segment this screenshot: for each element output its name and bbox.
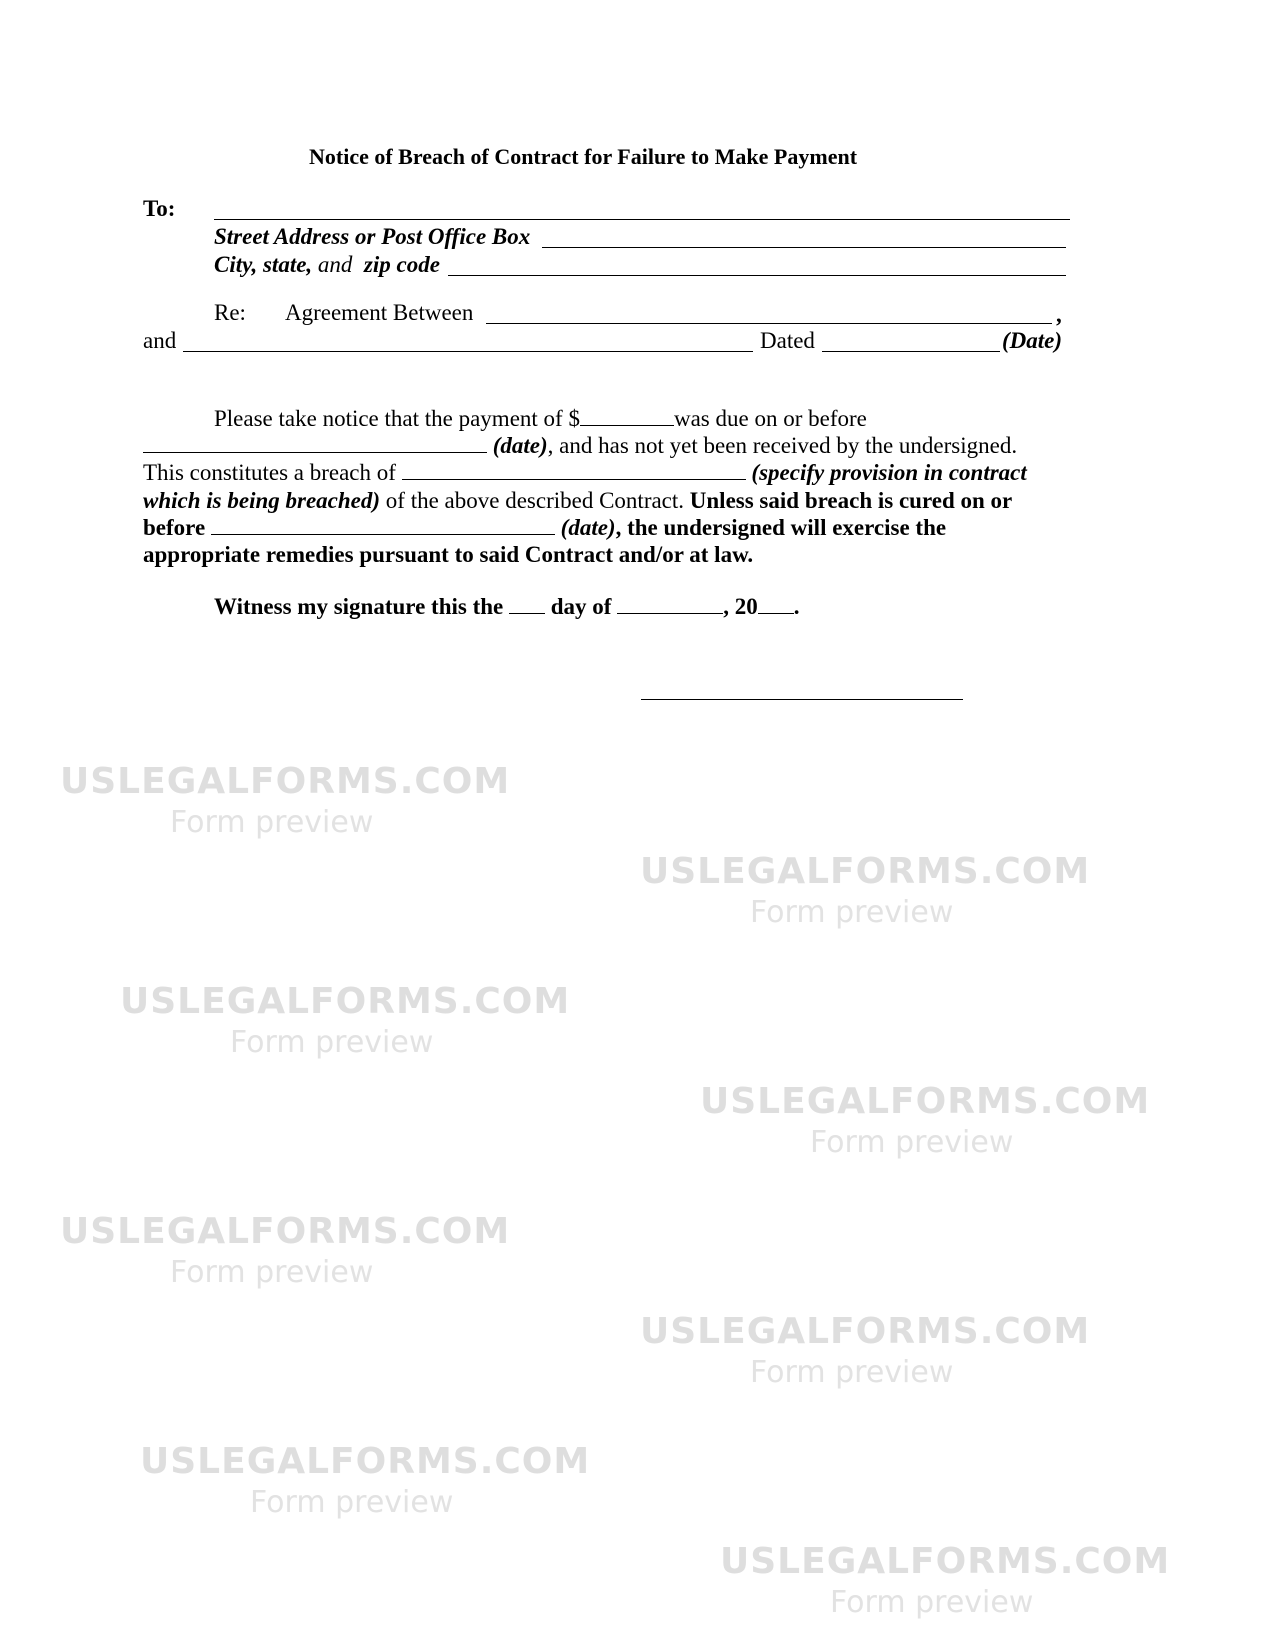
- watermark: [720, 1540, 1170, 1622]
- city-label-b: and: [317, 252, 353, 277]
- date-hint: (date): [560, 515, 616, 540]
- payment-amount-line[interactable]: [580, 407, 674, 426]
- watermark-brand: USLEGALFORMS.COM: [700, 1081, 1151, 1122]
- date-hint: (date): [492, 433, 548, 458]
- cure-text: Unless said breach is cured on or: [684, 488, 1013, 513]
- watermark-brand: USLEGALFORMS.COM: [120, 981, 571, 1022]
- watermark-brand: USLEGALFORMS.COM: [640, 851, 1091, 892]
- party-one-line[interactable]: [486, 323, 1052, 324]
- watermark-caption: Form preview: [230, 1025, 434, 1060]
- agreement-date-line[interactable]: [822, 351, 1000, 352]
- witness-text: Witness my signature this the: [214, 594, 504, 619]
- watermark-caption: Form preview: [810, 1125, 1014, 1160]
- watermark: [60, 1210, 510, 1292]
- due-date-line[interactable]: [143, 434, 487, 453]
- payment-text: Please take notice that the payment of $: [214, 406, 580, 431]
- watermark-caption: Form preview: [830, 1585, 1034, 1620]
- day-line[interactable]: [509, 595, 545, 614]
- street-label: Street Address or Post Office Box: [214, 224, 531, 249]
- watermark-brand: USLEGALFORMS.COM: [720, 1541, 1171, 1582]
- watermark-brand: USLEGALFORMS.COM: [140, 1441, 591, 1482]
- to-label: To:: [143, 196, 176, 221]
- not-received-text: , and has not yet been received by the undersigned.: [547, 433, 1018, 458]
- watermark-brand: USLEGALFORMS.COM: [60, 761, 511, 802]
- watermark-brand: USLEGALFORMS.COM: [60, 1211, 511, 1252]
- year-line[interactable]: [758, 595, 794, 614]
- watermark: [700, 1080, 1150, 1162]
- day-of-text: day of: [550, 594, 612, 619]
- watermark: [120, 980, 570, 1062]
- watermark-caption: Form preview: [170, 805, 374, 840]
- contract-provision-line[interactable]: [402, 461, 746, 480]
- re-label: Re:: [214, 300, 246, 325]
- cure-date-line[interactable]: [211, 516, 555, 535]
- witness-sentence: [214, 594, 799, 620]
- provision-hint-cont: which is being breached): [143, 488, 381, 513]
- watermark: [640, 1310, 1090, 1392]
- due-text: was due on or before: [673, 406, 867, 431]
- provision-hint: (specify provision in contract: [751, 460, 1027, 485]
- watermark-caption: Form preview: [250, 1485, 454, 1520]
- document-title: Notice of Breach of Contract for Failure to Make Payment: [309, 144, 858, 169]
- city-label: [214, 252, 440, 278]
- watermark: [60, 760, 510, 842]
- date-hint: (Date): [1002, 328, 1063, 353]
- watermark-caption: Form preview: [750, 1355, 954, 1390]
- remedies-sentence: appropriate remedies pursuant to said Contract and/or at law.: [143, 542, 754, 567]
- contract-text: of the above described Contract.: [380, 488, 685, 513]
- watermark-brand: USLEGALFORMS.COM: [640, 1311, 1091, 1352]
- period: .: [793, 594, 800, 619]
- watermark: [640, 850, 1090, 932]
- party-two-line[interactable]: [183, 351, 753, 352]
- watermark: [140, 1440, 590, 1522]
- breach-text: This constitutes a breach of: [143, 460, 396, 485]
- payment-sentence: [214, 406, 867, 432]
- street-address-line[interactable]: [542, 247, 1066, 248]
- and-label: and: [143, 328, 177, 353]
- year-prefix: , 20: [723, 594, 758, 619]
- city-state-zip-line[interactable]: [448, 275, 1066, 276]
- before-text: before: [143, 515, 206, 540]
- recipient-name-line[interactable]: [214, 219, 1070, 220]
- month-line[interactable]: [617, 595, 723, 614]
- city-label-a: City, state,: [214, 252, 313, 277]
- watermark-caption: Form preview: [750, 895, 954, 930]
- city-label-c: zip code: [363, 252, 440, 277]
- agreement-between-label: Agreement Between: [285, 300, 474, 325]
- breach-sentence: [143, 460, 1027, 486]
- signature-line[interactable]: [641, 699, 963, 700]
- watermark-caption: Form preview: [170, 1255, 374, 1290]
- dated-label: Dated: [760, 328, 815, 353]
- contract-sentence: [143, 488, 1012, 514]
- remedies-text: , the undersigned will exercise the: [615, 515, 947, 540]
- due-date-sentence: [143, 433, 1017, 459]
- comma: ,: [1056, 302, 1062, 327]
- cure-date-sentence: [143, 515, 946, 541]
